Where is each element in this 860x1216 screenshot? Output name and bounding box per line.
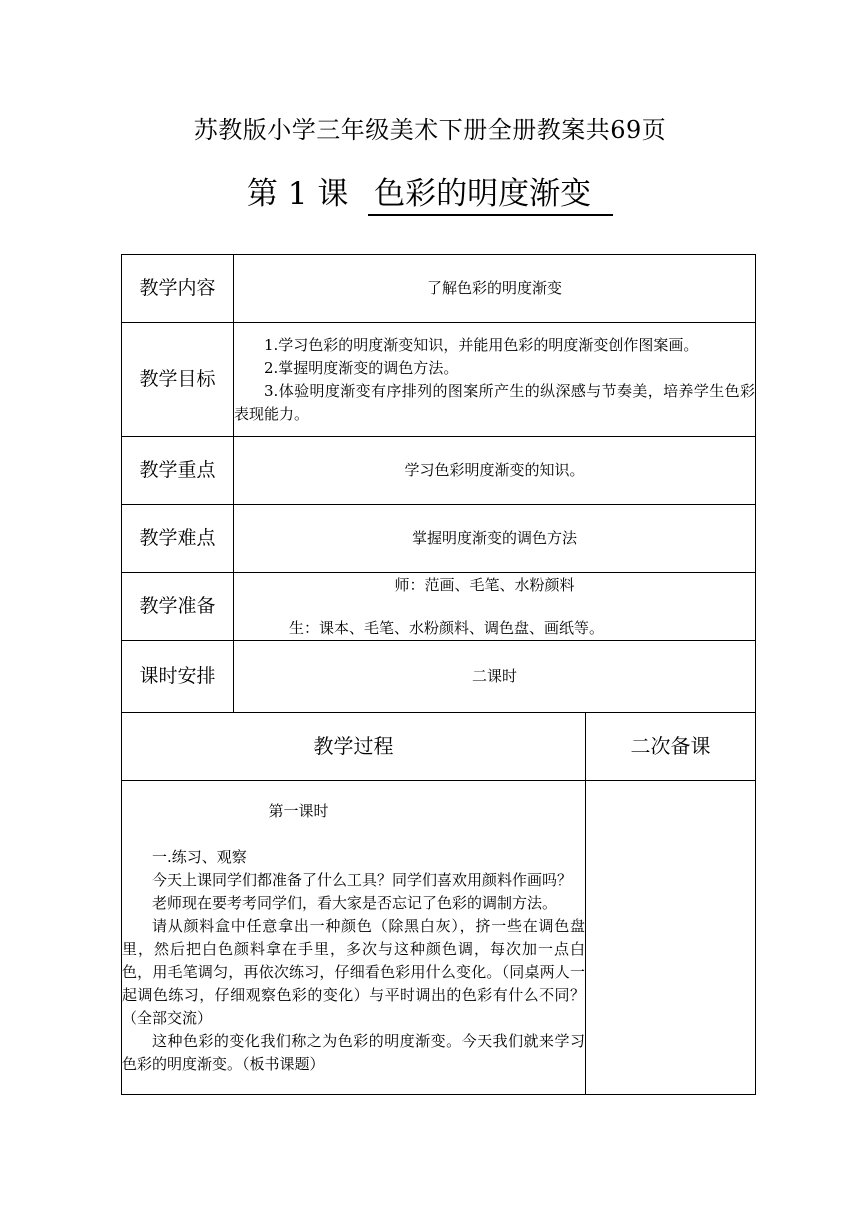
preparation-label: 教学准备 (122, 573, 234, 641)
row-content (122, 255, 756, 323)
process-paragraph: 老师现在要考考同学们，看大家是否忘记了色彩的调制方法。 (152, 893, 558, 912)
process-paragraph: 今天上课同学们都准备了什么工具？同学们喜欢用颜料作画吗？ (152, 870, 573, 889)
goal-item: 2.掌握明度渐变的调色方法。 (264, 358, 459, 377)
key-point-value: 学习色彩明度渐变的知识。 (234, 437, 756, 505)
document-title: 苏教版小学三年级美术下册全册教案共69页 (193, 116, 667, 144)
row-schedule (122, 641, 756, 713)
period-title: 第一课时 (268, 801, 329, 820)
process-paragraph: 这种色彩的变化我们称之为色彩的明度渐变。今天我们就来学习色彩的明度渐变。（板书课题） (122, 1031, 585, 1073)
row-key-point (122, 437, 756, 505)
process-body (122, 781, 586, 1095)
goal-item: 3.体验明度渐变有序排列的图案所产生的纵深感与节奏美，培养学生色彩表现能力。 (234, 381, 756, 423)
lesson-plan-table (121, 254, 756, 1095)
row-process-body (122, 781, 756, 1095)
process-header: 教学过程 (122, 713, 586, 781)
schedule-value: 二课时 (234, 641, 756, 713)
row-difficulty (122, 505, 756, 573)
row-process-header (122, 713, 756, 781)
lesson-title (0, 168, 860, 216)
lesson-number: 第 1 课 (246, 176, 349, 212)
goals-label: 教学目标 (122, 323, 234, 437)
process-paragraph: 请从颜料盒中任意拿出一种颜色（除黑白灰），挤一些在调色盘里，然后把白色颜料拿在手里，多次与这种颜色调，每次加一点白色，用毛笔调匀，再依次练习，仔细看色彩用什么变化。（同桌两人一起调色练习，仔细观察色彩的变化）与平时调出的色彩有什么不同？（全部交流） (122, 916, 585, 1027)
row-preparation (122, 573, 756, 641)
row-goals (122, 323, 756, 437)
key-point-label: 教学重点 (122, 437, 234, 505)
goal-item: 1.学习色彩的明度渐变知识，并能用色彩的明度渐变创作图案画。 (264, 335, 699, 354)
preparation-value (234, 573, 756, 641)
schedule-label: 课时安排 (122, 641, 234, 713)
content-value: 了解色彩的明度渐变 (234, 255, 756, 323)
teacher-materials: 师：范画、毛笔、水粉颜料 (394, 576, 575, 594)
difficulty-label: 教学难点 (122, 505, 234, 573)
section-title: 一.练习、观察 (152, 847, 247, 866)
difficulty-value: 掌握明度渐变的调色方法 (234, 505, 756, 573)
content-label: 教学内容 (122, 255, 234, 323)
revision-notes-cell (586, 781, 756, 1095)
lesson-name: 色彩的明度渐变 (368, 174, 613, 216)
revision-header: 二次备课 (586, 713, 756, 781)
student-materials: 生：课本、毛笔、水粉颜料、调色盘、画纸等。 (289, 619, 605, 637)
goals-value (234, 323, 756, 437)
